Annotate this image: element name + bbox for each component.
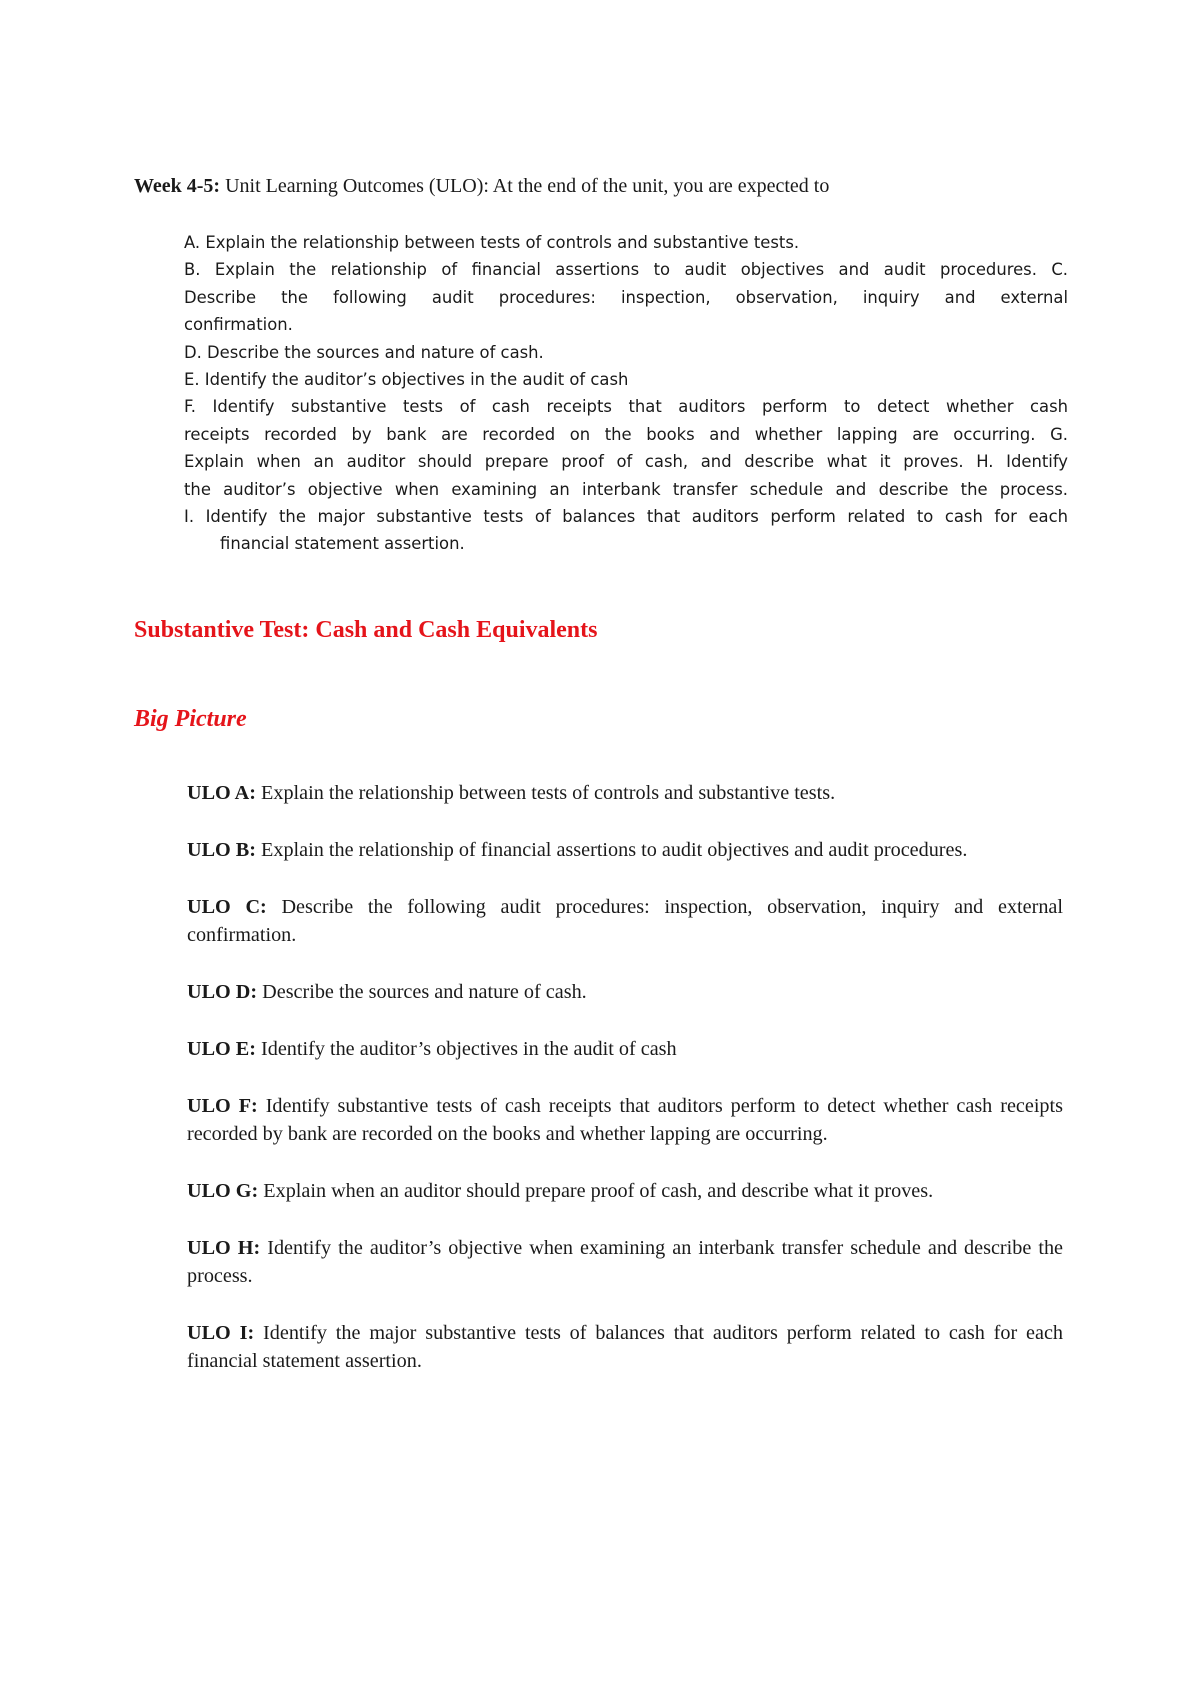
ulo-text: Identify the major substantive tests of balances that auditors perform related to cash for each financial statement assertion. [187,1322,1064,1372]
ulo-item [187,1319,1063,1375]
outcome-line: A. Explain the relationship between tests of controls and substantive tests. [184,233,800,252]
ulo-item [187,836,1063,864]
ulo-label: ULO F: [187,1095,258,1117]
ulo-label: ULO C: [187,896,267,918]
ulo-text: Identify the auditor’s objective when examining an interbank transfer schedule and describe the process. [187,1237,1063,1287]
ulo-label: ULO B: [187,839,256,861]
ulo-label: ULO I: [187,1322,255,1344]
outcome-line: receipts recorded by bank are recorded on the books and whether lapping are occurring. G. [184,424,1068,444]
ulo-label: ULO D: [187,981,258,1003]
ulo-item [187,1092,1063,1148]
outcome-line: F. Identify substantive tests of cash receipts that auditors perform to detect whether cash [184,397,1068,417]
intro-line [134,173,1074,199]
ulo-list [187,779,1063,1404]
ulo-item [187,1234,1063,1290]
learning-outcomes-list [184,229,1068,558]
outcome-line: Describe the following audit procedures: inspection, observation, inquiry and external [184,287,1068,307]
ulo-item [187,1035,1063,1063]
ulo-item [187,779,1063,807]
ulo-text: Explain the relationship of financial assertions to audit objectives and audit procedures. [255,839,968,861]
ulo-text: Describe the sources and nature of cash. [257,981,587,1003]
week-label: Week 4-5: [134,175,221,197]
ulo-item [187,893,1063,949]
outcome-line: D. Describe the sources and nature of cash. [184,342,544,362]
outcome-line: Explain when an auditor should prepare proof of cash, and describe what it proves. H. Identify [184,452,1068,472]
ulo-label: ULO E: [187,1038,256,1060]
outcome-line: financial statement assertion. [220,534,465,554]
outcome-line: the auditor’s objective when examining an interbank transfer schedule and describe the process. [184,479,1068,499]
ulo-text: Identify the auditor’s objectives in the audit of cash [255,1038,677,1060]
outcome-line: E. Identify the auditor’s objectives in the audit of cash [184,369,629,389]
outcome-line: I. Identify the major substantive tests of balances that auditors perform related to cash for each [184,506,1068,526]
ulo-item [187,978,1063,1006]
ulo-text: Identify substantive tests of cash receipts that auditors perform to detect whether cash receipts recorded by bank are recorded on the books and whether lapping are occurring. [187,1095,1063,1145]
ulo-text: Explain when an auditor should prepare proof of cash, and describe what it proves. [258,1180,934,1202]
ulo-label: ULO A: [187,782,256,804]
ulo-label: ULO G: [187,1180,259,1202]
outcome-line: B. Explain the relationship of financial assertions to audit objectives and audit procedures. C. [184,260,1068,280]
ulo-item [187,1177,1063,1205]
section-title: Substantive Test: Cash and Cash Equivalents [134,617,598,643]
subsection-title: Big Picture [134,706,247,732]
ulo-text: Describe the following audit procedures: inspection, observation, inquiry and external confirmation. [187,896,1063,946]
ulo-text: Explain the relationship between tests of controls and substantive tests. [255,782,836,804]
ulo-label: ULO H: [187,1237,261,1259]
outcome-line: confirmation. [184,315,293,335]
intro-text: Unit Learning Outcomes (ULO): At the end of the unit, you are expected to [220,175,830,197]
